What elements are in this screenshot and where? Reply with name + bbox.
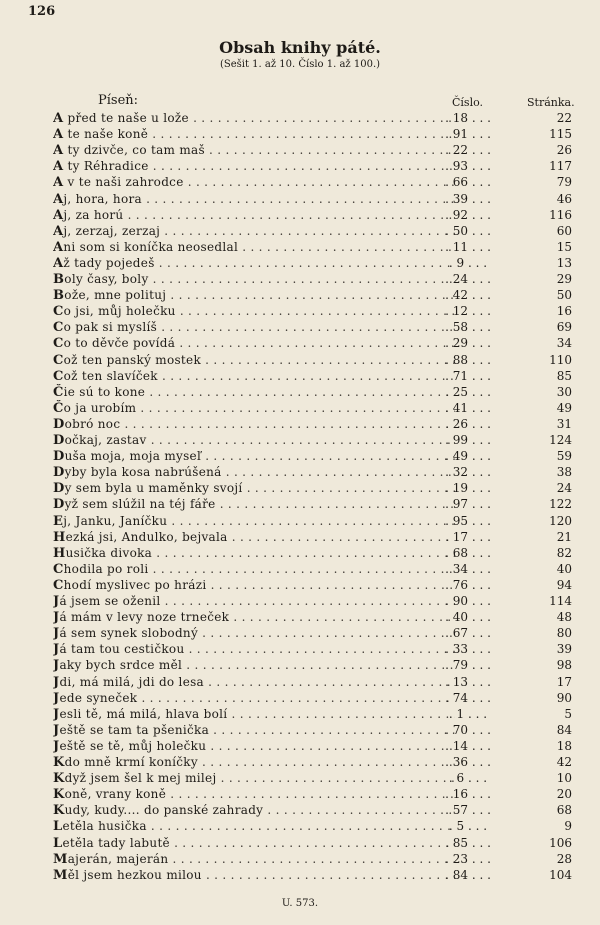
song-title-initial: A	[53, 223, 64, 239]
index-row	[0, 786, 600, 802]
song-title	[53, 223, 455, 240]
index-row	[0, 400, 600, 416]
song-title	[53, 786, 455, 803]
song-title-rest: á jsem se oženil	[59, 594, 161, 608]
song-title-rest: o jsi, můj holečku	[63, 304, 176, 319]
song-title-rest: á mám v levy noze trneček	[59, 610, 230, 625]
song-title-rest: eště se tam ta pšenička	[59, 722, 210, 737]
song-title-initial: K	[53, 771, 65, 787]
song-number: . 67 . . .	[438, 625, 498, 641]
song-title	[53, 561, 455, 578]
song-title-rest: esli tě, má milá, hlava bolí	[59, 706, 228, 721]
song-title	[53, 818, 455, 835]
song-title-initial: J	[53, 642, 60, 658]
song-title-initial: A	[53, 239, 64, 255]
song-number: . 6 . . .	[438, 770, 498, 786]
song-number: . 36 . . .	[438, 754, 498, 770]
song-title	[53, 674, 455, 691]
song-title-initial: D	[53, 433, 65, 448]
song-title-rest: před te naše u lože	[63, 111, 189, 125]
song-title-initial: E	[53, 513, 64, 529]
song-number: . 14 . . .	[438, 738, 498, 754]
song-page: 94	[556, 577, 572, 592]
song-title	[53, 513, 455, 530]
song-title	[53, 641, 455, 658]
index-row	[0, 319, 600, 335]
index-row	[0, 561, 600, 577]
song-title-initial: J	[53, 674, 60, 690]
song-page: 26	[556, 143, 572, 158]
song-page: 80	[556, 626, 572, 641]
song-title	[53, 609, 455, 626]
index-row	[0, 625, 600, 641]
song-title	[53, 802, 455, 819]
index-row	[0, 142, 600, 158]
song-number: . 17 . . .	[438, 529, 498, 545]
index-row	[0, 545, 600, 561]
song-page: 122	[549, 497, 572, 512]
song-title-initial: J	[53, 594, 60, 609]
index-row	[0, 191, 600, 207]
index-row	[0, 126, 600, 142]
song-page: 38	[556, 465, 572, 480]
index-row	[0, 802, 600, 818]
index-row	[0, 851, 600, 867]
song-number: . 39 . . .	[438, 191, 498, 207]
song-title-rest: aky bych srdce měl	[59, 658, 183, 673]
index-row	[0, 577, 600, 593]
song-title-rest: dyž jsem šel k mej milej	[64, 771, 217, 786]
index-row	[0, 818, 600, 834]
song-title-initial: A	[53, 207, 64, 223]
song-title-initial: C	[53, 336, 64, 352]
song-title-rest: udy, kudy.... do panské zahrady	[64, 803, 264, 818]
index-row	[0, 674, 600, 690]
index-row	[0, 513, 600, 529]
song-title-initial: B	[53, 288, 65, 304]
column-header-song: Píseň:	[98, 93, 139, 108]
song-title	[53, 271, 455, 288]
song-title	[53, 287, 455, 304]
song-title	[53, 142, 455, 159]
song-title	[53, 867, 455, 884]
song-title	[53, 432, 455, 449]
song-number: . 34 . . .	[438, 561, 498, 577]
index-row	[0, 480, 600, 496]
song-page: 15	[556, 239, 572, 254]
song-title-rest: očkaj, zastav	[64, 433, 147, 447]
song-page: 82	[556, 545, 572, 560]
song-title-initial: C	[53, 304, 64, 320]
song-title-initial: C	[53, 368, 64, 384]
song-title-rest: o ja urobím	[63, 400, 137, 415]
song-page: 5	[564, 706, 572, 721]
song-page: 50	[556, 288, 572, 303]
song-title-initial: L	[53, 835, 63, 851]
song-page: 9	[564, 819, 572, 834]
song-page: 48	[556, 610, 572, 625]
song-title-initial: D	[53, 449, 65, 465]
index-row	[0, 770, 600, 786]
song-title-rest: uša moja, moja myseľ	[64, 449, 202, 464]
song-number: . 68 . . .	[438, 545, 498, 561]
song-number: . 1 . . .	[438, 706, 498, 722]
song-page: 24	[556, 481, 572, 496]
song-title-initial: D	[53, 481, 65, 497]
song-title-initial: J	[53, 610, 60, 626]
song-title	[53, 335, 455, 352]
song-number: . 84 . . .	[438, 867, 498, 883]
song-title-initial: D	[53, 416, 65, 432]
song-title-initial: K	[53, 755, 65, 770]
song-page: 120	[549, 513, 572, 528]
song-title	[53, 529, 455, 546]
song-title	[53, 706, 455, 723]
song-page: 16	[556, 304, 572, 319]
song-number: . 91 . . .	[438, 126, 498, 142]
index-row	[0, 368, 600, 384]
song-title-initial: A	[53, 143, 64, 159]
song-title	[53, 835, 455, 852]
song-title-initial: J	[53, 658, 60, 674]
song-title-rest: ty Réhradice	[63, 159, 149, 174]
song-page: 34	[556, 336, 572, 351]
song-title-initial: J	[53, 722, 60, 738]
song-title-rest: j, zerzaj, zerzaj	[63, 223, 161, 238]
song-number: . 16 . . .	[438, 786, 498, 802]
song-title-rest: ede syneček	[59, 690, 138, 705]
index-row	[0, 416, 600, 432]
song-number: . 92 . . .	[438, 207, 498, 223]
index-row	[0, 722, 600, 738]
song-title-rest: eště se tě, můj holečku	[59, 738, 207, 753]
song-number: . 5 . . .	[438, 818, 498, 834]
song-title-rest: ěl jsem hezkou milou	[67, 867, 202, 882]
index-row	[0, 335, 600, 351]
index-row	[0, 207, 600, 223]
song-number: . 24 . . .	[438, 271, 498, 287]
song-title	[53, 110, 455, 127]
song-page: 117	[549, 159, 572, 174]
song-title-initial: A	[53, 255, 64, 271]
song-title	[53, 448, 455, 465]
song-title-rest: obró noc	[64, 416, 121, 431]
song-number: . 85 . . .	[438, 835, 498, 851]
song-title	[53, 722, 455, 739]
index-row	[0, 158, 600, 174]
song-number: . 76 . . .	[438, 577, 498, 593]
song-title-initial: D	[53, 497, 65, 513]
song-title-rest: yby byla kosa nabrúšená	[64, 465, 222, 480]
song-title-initial: A	[53, 159, 64, 175]
song-title-rest: te naše koně	[63, 127, 149, 142]
song-number: . 32 . . .	[438, 464, 498, 480]
song-page: 31	[556, 416, 572, 431]
song-title	[53, 690, 455, 707]
song-title-initial: M	[53, 851, 68, 867]
song-title-rest: j, Janku, Janíčku	[63, 513, 168, 528]
song-title	[53, 657, 455, 674]
index-row	[0, 271, 600, 287]
song-page: 40	[556, 561, 572, 576]
song-title-initial: A	[53, 175, 64, 191]
song-title-initial: K	[53, 787, 65, 803]
song-page: 115	[549, 127, 572, 142]
song-title-initial: D	[53, 465, 65, 481]
index-row	[0, 657, 600, 673]
song-page: 13	[556, 255, 572, 270]
song-title	[53, 416, 455, 433]
index-row	[0, 464, 600, 480]
song-page: 114	[549, 594, 572, 608]
page-number: 126	[28, 4, 56, 19]
song-title-initial: C	[53, 577, 64, 593]
song-title-initial: B	[53, 272, 65, 287]
song-title	[53, 851, 455, 868]
index-row	[0, 867, 600, 883]
song-number: . 95 . . .	[438, 513, 498, 529]
song-title-initial: A	[53, 111, 64, 126]
song-page: 110	[549, 352, 572, 367]
song-page: 60	[556, 223, 572, 238]
song-number: . 88 . . .	[438, 352, 498, 368]
song-title-initial: H	[53, 545, 66, 561]
song-page: 69	[556, 320, 572, 335]
song-number: . 23 . . .	[438, 851, 498, 867]
index-row	[0, 641, 600, 657]
song-page: 84	[556, 722, 572, 737]
song-title-rest: ty dzivče, co tam maš	[63, 143, 205, 158]
song-number: . 12 . . .	[438, 303, 498, 319]
song-number: . 97 . . .	[438, 496, 498, 512]
song-title	[53, 593, 455, 610]
song-title-rest: ie sú to kone	[63, 384, 146, 399]
song-page: 79	[556, 175, 572, 190]
index-row	[0, 110, 600, 126]
song-title-rest: j, hora, hora	[63, 191, 142, 206]
column-header-number: Číslo.	[452, 96, 484, 109]
song-title-rest: ož ten slavíček	[63, 368, 158, 383]
song-page: 49	[556, 400, 572, 415]
index-row	[0, 448, 600, 464]
page-title: Obsah knihy páté.	[219, 38, 381, 57]
index-row	[0, 384, 600, 400]
song-title-initial: M	[53, 867, 68, 883]
song-title-rest: ož ten panský mostek	[63, 352, 202, 367]
song-title	[53, 174, 455, 191]
index-row	[0, 239, 600, 255]
song-page: 28	[556, 851, 572, 866]
index-row	[0, 496, 600, 512]
song-title	[53, 400, 455, 417]
song-number: . 58 . . .	[438, 319, 498, 335]
song-title	[53, 303, 455, 320]
song-title	[53, 770, 455, 787]
song-page: 46	[556, 191, 572, 206]
song-title	[53, 545, 455, 562]
song-number: . 93 . . .	[438, 158, 498, 174]
song-title	[53, 368, 455, 385]
song-title-rest: ž tady pojedeš	[63, 255, 155, 270]
song-title	[53, 577, 455, 594]
song-number: . 42 . . .	[438, 287, 498, 303]
song-title-rest: hodila po roli	[63, 561, 149, 576]
column-header-page: Stránka.	[527, 96, 575, 109]
song-title-rest: do mně krmí koníčky	[64, 755, 198, 769]
song-page: 98	[556, 658, 572, 673]
song-title	[53, 352, 455, 369]
song-title-rest: etěla husička	[62, 819, 147, 834]
song-title-rest: oně, vrany koně	[64, 787, 167, 802]
index-row	[0, 223, 600, 239]
song-number: . 33 . . .	[438, 641, 498, 657]
index-row	[0, 690, 600, 706]
song-title-initial: J	[53, 738, 60, 754]
song-number: . 19 . . .	[438, 480, 498, 496]
song-page: 106	[549, 835, 572, 850]
footer-mark: U. 573.	[281, 898, 319, 909]
song-title-rest: v te naši zahrodce	[63, 175, 184, 190]
song-page: 124	[549, 433, 572, 447]
song-page: 17	[556, 674, 572, 689]
song-number: . 11 . . .	[438, 239, 498, 255]
song-title	[53, 480, 455, 497]
song-page: 10	[556, 771, 572, 786]
song-page: 59	[556, 449, 572, 464]
song-page: 30	[556, 384, 572, 399]
song-page: 90	[556, 690, 572, 705]
song-title	[53, 738, 455, 755]
song-number: . 57 . . .	[438, 802, 498, 818]
index-row	[0, 754, 600, 770]
song-title-initial: J	[53, 626, 60, 642]
song-title	[53, 496, 455, 513]
song-title-rest: hodí myslivec po hrázi	[63, 577, 207, 592]
song-title	[53, 319, 455, 336]
song-number: . 66 . . .	[438, 174, 498, 190]
index-row	[0, 174, 600, 190]
song-number: . 9 . . .	[438, 255, 498, 271]
index-row	[0, 303, 600, 319]
song-title-rest: o pak si myslíš	[63, 320, 158, 335]
song-title-rest: oly časy, boly	[64, 272, 149, 286]
song-page: 18	[556, 738, 572, 753]
song-page: 20	[556, 787, 572, 802]
index-row	[0, 352, 600, 368]
song-page: 104	[549, 867, 572, 882]
song-title	[53, 464, 455, 481]
index-row	[0, 255, 600, 271]
song-number: . 13 . . .	[438, 674, 498, 690]
song-title-rest: yž sem slúžil na téj fáře	[64, 497, 216, 512]
song-page: 116	[549, 207, 572, 222]
song-number: . 74 . . .	[438, 690, 498, 706]
song-title	[53, 239, 455, 256]
song-title	[53, 191, 455, 208]
song-title-rest: etěla tady labutě	[62, 835, 170, 850]
song-title-initial: Č	[53, 384, 64, 400]
song-title	[53, 384, 455, 401]
index-row	[0, 529, 600, 545]
song-title	[53, 255, 455, 272]
song-number: . 25 . . .	[438, 384, 498, 400]
song-title-initial: L	[53, 819, 63, 835]
song-number: . 99 . . .	[438, 432, 498, 448]
song-title-initial: J	[53, 690, 60, 706]
index-row	[0, 835, 600, 851]
song-number: . 90 . . .	[438, 593, 498, 609]
song-title-initial: K	[53, 803, 65, 819]
song-number: . 40 . . .	[438, 609, 498, 625]
song-title-initial: C	[53, 561, 64, 577]
song-number: . 50 . . .	[438, 223, 498, 239]
song-number: . 70 . . .	[438, 722, 498, 738]
song-title-initial: J	[53, 706, 60, 722]
song-title-rest: usička divoka	[65, 545, 153, 560]
song-number: . 41 . . .	[438, 400, 498, 416]
index-row	[0, 432, 600, 448]
song-title-initial: Č	[53, 400, 64, 416]
song-title-rest: á tam tou cestičkou	[59, 642, 185, 657]
page-subtitle: (Sešit 1. až 10. Číslo 1. až 100.)	[219, 59, 381, 70]
song-page: 68	[556, 803, 572, 818]
index-row	[0, 287, 600, 303]
index-row	[0, 706, 600, 722]
index-row	[0, 593, 600, 609]
song-title	[53, 754, 455, 771]
song-title	[53, 158, 455, 175]
song-title-rest: y sem byla u maměnky svojí	[64, 481, 243, 496]
song-title-rest: ože, mne polituj	[64, 288, 167, 303]
song-title-initial: C	[53, 352, 64, 368]
song-title-initial: H	[53, 529, 66, 545]
song-page: 39	[556, 642, 572, 657]
song-title-rest: ajerán, majerán	[67, 851, 169, 866]
song-page: 29	[556, 272, 572, 286]
song-title	[53, 126, 455, 143]
song-title-rest: o to děvče povídá	[63, 336, 176, 351]
song-title-rest: á sem synek slobodný	[59, 626, 199, 641]
song-title-initial: A	[53, 127, 64, 143]
song-title-rest: j, za horú	[63, 207, 124, 222]
song-number: . 26 . . .	[438, 416, 498, 432]
song-page: 22	[556, 111, 572, 125]
song-page: 85	[556, 368, 572, 383]
song-number: . 22 . . .	[438, 142, 498, 158]
song-page: 42	[556, 755, 572, 769]
song-title-rest: ni som si koníčka neosedlal	[63, 239, 239, 254]
song-number: . 18 . . .	[438, 110, 498, 126]
index-row	[0, 609, 600, 625]
song-title	[53, 207, 455, 224]
song-title-initial: C	[53, 320, 64, 336]
song-number: . 49 . . .	[438, 448, 498, 464]
song-page: 21	[556, 529, 572, 544]
song-number: . 79 . . .	[438, 657, 498, 673]
song-title-rest: di, má milá, jdi do lesa	[59, 674, 205, 689]
song-title-rest: ezká jsi, Andulko, bejvala	[65, 529, 228, 544]
song-number: . 71 . . .	[438, 368, 498, 384]
song-title	[53, 625, 455, 642]
song-title-initial: A	[53, 191, 64, 207]
index-row	[0, 738, 600, 754]
song-number: . 29 . . .	[438, 335, 498, 351]
